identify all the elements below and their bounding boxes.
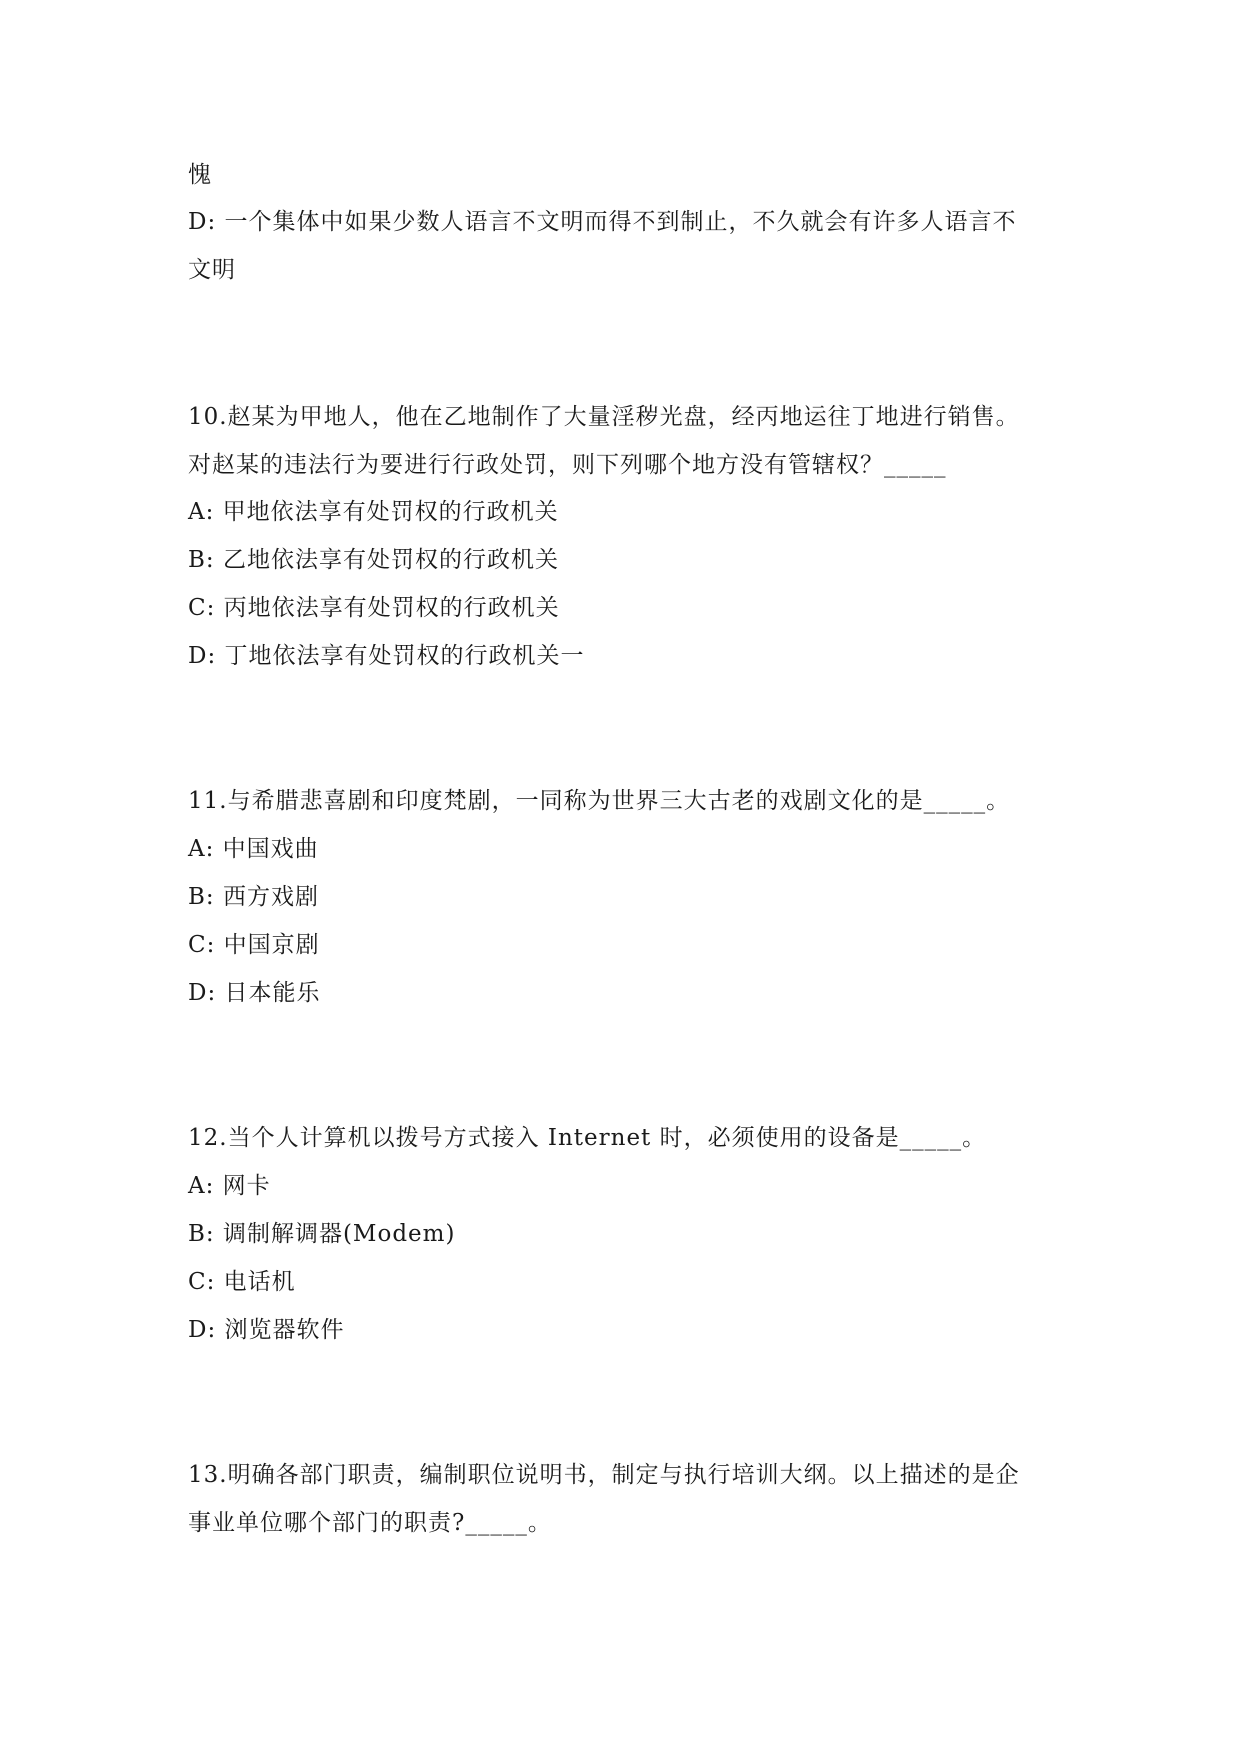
question-12-option-a: A: 网卡: [188, 1173, 271, 1199]
carryover-text: 愧: [188, 162, 212, 188]
question-11-option-b: B: 西方戏剧: [188, 884, 319, 910]
question-10-stem-cont: 对赵某的违法行为要进行行政处罚，则下列哪个地方没有管辖权？_____: [188, 452, 947, 478]
carryover-option-d: D: 一个集体中如果少数人语言不文明而得不到制止，不久就会有许多人语言不: [188, 209, 1017, 235]
question-11-stem: 11.与希腊悲喜剧和印度梵剧，一同称为世界三大古老的戏剧文化的是_____。: [188, 788, 1011, 814]
question-12-option-d: D: 浏览器软件: [188, 1317, 345, 1343]
question-10-option-c: C: 丙地依法享有处罚权的行政机关: [188, 595, 560, 621]
question-13-stem-cont: 事业单位哪个部门的职责?_____。: [188, 1510, 552, 1536]
question-10-option-b: B: 乙地依法享有处罚权的行政机关: [188, 547, 559, 573]
question-10-stem: 10.赵某为甲地人，他在乙地制作了大量淫秽光盘，经丙地运往丁地进行销售。: [188, 404, 1020, 430]
question-12-option-c: C: 电话机: [188, 1269, 296, 1295]
question-11-option-d: D: 日本能乐: [188, 980, 321, 1006]
question-10-option-a: A: 甲地依法享有处罚权的行政机关: [188, 499, 559, 525]
question-10-option-d: D: 丁地依法享有处罚权的行政机关一: [188, 643, 585, 669]
question-12-option-b: B: 调制解调器(Modem): [188, 1221, 456, 1247]
question-11-option-c: C: 中国京剧: [188, 932, 320, 958]
question-11-option-a: A: 中国戏曲: [188, 836, 319, 862]
carryover-option-d-cont: 文明: [188, 257, 236, 283]
question-12-stem: 12.当个人计算机以拨号方式接入 Internet 时，必须使用的设备是_____。: [188, 1125, 987, 1151]
question-13-stem: 13.明确各部门职责，编制职位说明书，制定与执行培训大纲。以上描述的是企: [188, 1462, 1020, 1488]
